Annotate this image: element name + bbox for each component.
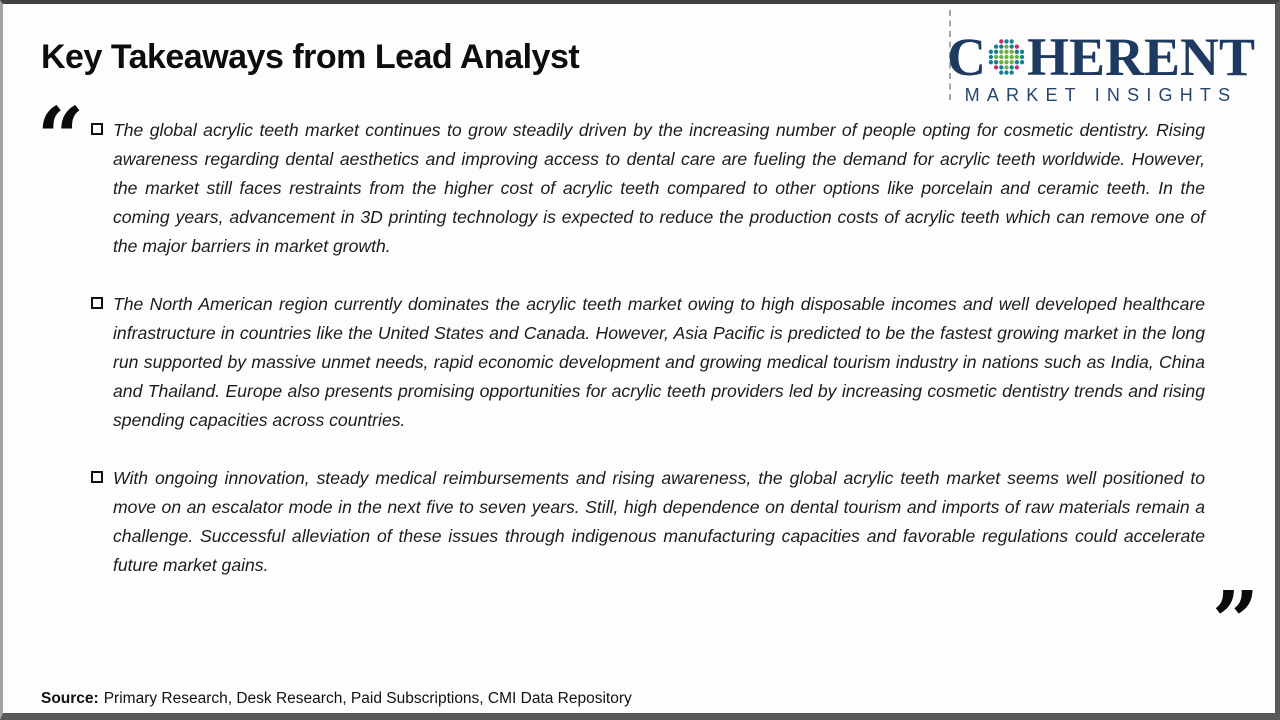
takeaway-text: The North American region currently dominates the acrylic teeth market owing to high disposable incomes and well developed healthcare infrastructure in countries like the United States and Canada. However, Asia Pacific is predicted to be the fastest growing market in the long run supported by massive unmet needs, rapid economic development and growing medical tourism industry in nations such as India, China and Thailand. Europe also presents promising opportunities for acrylic teeth providers led by increasing cosmetic dentistry trends and rising spending capacities across countries. [113,294,1205,430]
source-label: Source: [41,690,99,707]
square-bullet-icon [91,297,103,309]
square-bullet-icon [91,123,103,135]
source-line [41,690,632,708]
logo-letters-herent: HERENT [1026,27,1255,87]
logo-subtitle: MARKET INSIGHTS [964,85,1238,105]
page-title: Key Takeaways from Lead Analyst [41,38,580,76]
coherent-market-insights-logo [947,27,1255,106]
logo-wordmark [947,27,1255,87]
quote-open-icon: “ [37,90,85,186]
square-bullet-icon [91,471,103,483]
takeaway-item [91,290,1205,435]
takeaway-item [91,464,1205,580]
logo-letter-c: C [947,27,986,87]
globe-dots-icon [987,32,1026,82]
source-text: Primary Research, Desk Research, Paid Subscriptions, CMI Data Repository [103,690,632,707]
takeaway-text: The global acrylic teeth market continues to grow steadily driven by the increasing number of people opting for cosmetic dentistry. Rising awareness regarding dental aesthetics and improving access to dental care are fueling the demand for acrylic teeth worldwide. However, the market still faces restraints from the higher cost of acrylic teeth compared to other options like porcelain and ceramic teeth. In the coming years, advancement in 3D printing technology is expected to reduce the production costs of acrylic teeth which can remove one of the major barriers in market growth. [113,120,1205,256]
takeaway-text: With ongoing innovation, steady medical reimbursements and rising awareness, the global acrylic teeth market seems well positioned to move on an escalator mode in the next five to seven years. Still, high dependence on dental tourism and imports of raw materials remain a challenge. Successful alleviation of these issues through indigenous manufacturing capacities and favorable regulations could accelerate future market gains. [113,468,1205,575]
quote-close-icon: ” [1211,574,1259,670]
takeaways-list [91,116,1205,609]
takeaway-item [91,116,1205,261]
